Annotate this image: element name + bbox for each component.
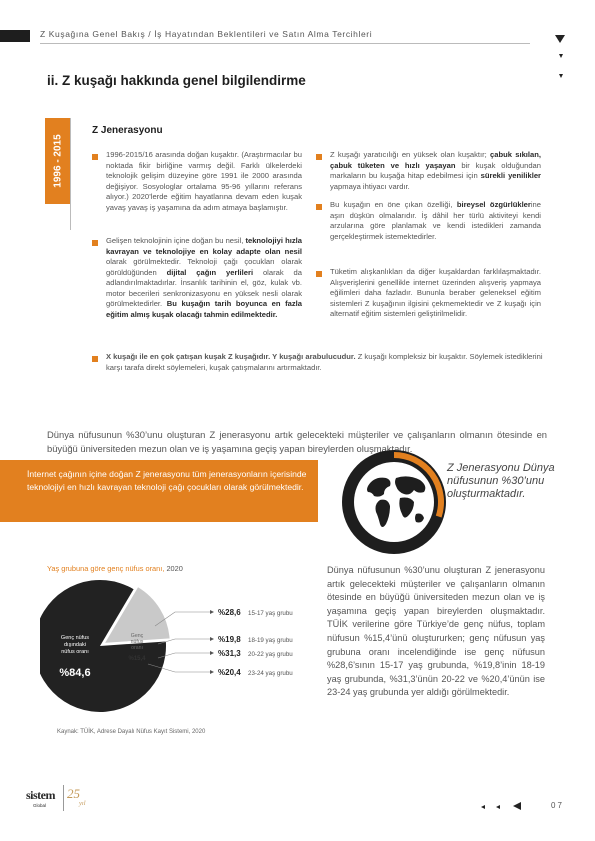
body-text: Z kuşağı yaratıcılığı en yüksek olan kuşaktır; (330, 150, 491, 159)
emphasis-text: bireysel özgürlükler (456, 200, 531, 209)
bullet-marker (92, 356, 98, 362)
subtitle: Z Jenerasyonu (92, 125, 163, 136)
pie-chart (40, 578, 320, 723)
pie-value-young: %15,4 (128, 656, 146, 662)
emphasis-text: teknolojiyi hızla kavrayan ve teknolojiye en kolay adapte olan nesil (106, 236, 302, 256)
menu-triangle-icon[interactable] (555, 35, 565, 43)
body-text: Tüketim alışkanlıkları da diğer kuşaklardan farklılaşmaktadır. Alışverişlerini genellikle internet üzerinden alışveriş yapmaya eğilimleri daha fazladır. Bununla beraber geleneksel eğitim sistemleri Z kuşağının ilgisini çekmemektedir ve Z kuşağı için alternatif eğitim sistemleri geliştirilmelidir. (330, 267, 541, 318)
bullet-wide (106, 352, 546, 373)
bullet-left-1 (106, 150, 302, 213)
intro-paragraph: Dünya nüfusunun %30’unu oluşturan Z jenerasyonu artık gelecekteki müşteriler ve çalışanların olmanın ötesinde en büyüğü üniversiteden mezun olan ve iş yaşamına geçiş yapan bireylerden oluşmaktadır. (47, 429, 547, 454)
callout-text: İnternet çağının içine doğan Z jenerasyonu tüm jenerasyonların içerisinde teknolojiyi en hızlı kavrayan teknoloji çağı çocukları olarak görülmektedir. (27, 469, 307, 492)
page-number: 07 (551, 801, 564, 810)
callout-arrow (210, 651, 214, 655)
logo-yil: yıl (79, 800, 86, 807)
callout-box (0, 460, 318, 522)
bullet-marker (92, 240, 98, 246)
breakdown-value: %19,8 (218, 635, 241, 644)
bullet-right-1 (330, 150, 541, 192)
body-text: 1996-2015/16 arasında doğan kuşaktır. (Araştırmacılar bu noktada fikir birliğine varmış değil. Farklı ülkelerdeki teknolojik gelişim düzeyine göre 1991 ile 2000 arasında değişiyor. Sosyologlar ortalama 95-96 yıllarını referans alıyor.) 2020’lerde eğitim hayatlarına devam eden kuşak yavaş yavaş iş yaşamına da adım atmaya başlamıştır. (106, 150, 302, 212)
globe-icon (340, 448, 448, 556)
small-triangle-icon (559, 54, 563, 58)
logo-years: 25 (67, 786, 80, 801)
header-bar (0, 30, 30, 42)
chart-title (47, 564, 183, 573)
emphasis-text: Bu kuşağın tarih boyunca en fazla eğitim almış kuşak olacağı tahmin edilmektedir. (106, 299, 303, 319)
pie-value-other: %84,6 (59, 667, 91, 679)
emphasis-text: dijital çağın yerlileri (166, 267, 254, 277)
section-title: ii. Z kuşağı hakkında genel bilgilendirme (47, 73, 306, 88)
chart-title-text: Yaş grubuna göre genç nüfus oranı, (47, 564, 165, 573)
small-triangle-icon (559, 74, 563, 78)
body-text: ine aşırı düşkün olmalarıdır. İş dâhil her türlü aktiviteyi kendi arzularına göre planlamak ve kendi istedikleri zamanda gerçekleştirmek istemektedirler. (330, 200, 541, 241)
callout-arrow (210, 637, 214, 641)
body-text: bir kuşak olduğundan markaların bu kuşağa hitap edebilmesi için (330, 160, 541, 180)
logo-divider (63, 785, 64, 811)
emphasis-text: çabuk sıkılan, çabuk tüketen ve hızlı yaşayan (330, 150, 541, 170)
logo-brand: sistem (26, 788, 55, 802)
years-label-text: 1996 - 2015 (52, 134, 64, 188)
breakdown-label: 20-22 yaş grubu (248, 651, 293, 658)
years-label (45, 118, 71, 204)
callout-line (158, 653, 210, 658)
breakdown-value: %28,6 (218, 608, 241, 617)
body-text: olarak da adlandırılmaktadırlar. İnsanlık tarihinin el, göz, kulak vb. motor becerileri senkronizasyonu en yüksek nesli olarak görülmektedirler. (106, 267, 302, 308)
pie-label-other: Genç nüfus (60, 635, 90, 641)
breadcrumb: Z Kuşağına Genel Bakış / İş Hayatından Beklentileri ve Satın Alma Tercihleri (40, 29, 373, 39)
breakdown-label: 23-24 yaş grubu (248, 670, 293, 677)
emphasis-text: sürekli yenilikler (480, 171, 541, 180)
bullet-marker (92, 154, 98, 160)
bullet-right-3 (330, 267, 541, 320)
breakdown-label: 15-17 yaş grubu (248, 610, 293, 617)
bullet-right-2 (330, 200, 541, 242)
body-text: Gelişen teknolojinin içine doğan bu nesil, (106, 236, 246, 245)
prev-small-icon[interactable] (481, 805, 485, 809)
header-divider (40, 43, 530, 44)
pie-label-young: Genç (130, 633, 144, 639)
chart-source: Kaynak: TÜİK, Adrese Dayalı Nüfus Kayıt Sistemi, 2020 (57, 729, 206, 735)
callout-arrow (210, 670, 214, 674)
breakdown-label: 18-19 yaş grubu (248, 637, 293, 644)
pie-label-other: dışındaki (63, 642, 87, 648)
globe-inner-circle (354, 462, 434, 542)
right-column-text: Dünya nüfusunun %30’unu oluşturan Z jenerasyonu artık gelecekteki müşteriler ve çalışanların olmanın ötesinde en büyüğü üniversiteden mezun olan ve iş yaşamına geçiş yapan bireylerden oluşmaktadır. TÜİK verilerine göre Türkiye’de genç nüfus, toplam nüfusun %15,4’ünü oluştururken; genç nüfusun yaş grubuna oranı incelendiğinde ise genç nüfusun %28,6’sının 15-17 yaş grubunda, %19,8’inin 18-19 yaş grubunda, %31,3’ünün 20-22 ve %20,4’ünün ise 23-24 yaş grubunda yer aldığı görülmektedir. (327, 565, 545, 698)
breakdown-value: %31,3 (218, 649, 241, 658)
prev-small-icon[interactable] (496, 805, 500, 809)
bullet-marker (316, 154, 322, 160)
chart-year: 2020 (166, 564, 183, 573)
logo-sub: Global (33, 803, 47, 808)
body-text: Bu kuşağın en öne çıkan özelliği, (330, 200, 457, 209)
emphasis-text: X kuşağı ile en çok çatışan kuşak Z kuşağıdır. Y kuşağı arabulucudur. (106, 352, 356, 361)
callout-arrow (210, 610, 214, 614)
vertical-divider (70, 118, 71, 230)
body-text: yapmaya ihtiyacı vardır. (330, 181, 410, 191)
pie-label-young: oranı (131, 645, 143, 651)
body-text: olarak görülmektedir. Teknoloji çağı çocukları olarak görüldüğünden (106, 257, 302, 277)
pie-label-other: nüfus oranı (61, 649, 89, 655)
bullet-left-2 (106, 236, 302, 320)
breakdown-value: %20,4 (218, 668, 241, 677)
globe-caption: Z Jenerasyonu Dünya nüfusunun %30’unu oluşturmaktadır. (447, 462, 555, 501)
prev-page-icon[interactable] (513, 802, 521, 810)
body-text: Z kuşağı kompleksiz bir kuşaktır. Söylemek istediklerini karşı tarafa direkt söylemeleri, kuşak çatışmalarını artırmaktadır. (106, 352, 543, 372)
bullet-marker (316, 271, 322, 277)
bullet-marker (316, 204, 322, 210)
pie-label-young: nüfus (130, 639, 144, 645)
